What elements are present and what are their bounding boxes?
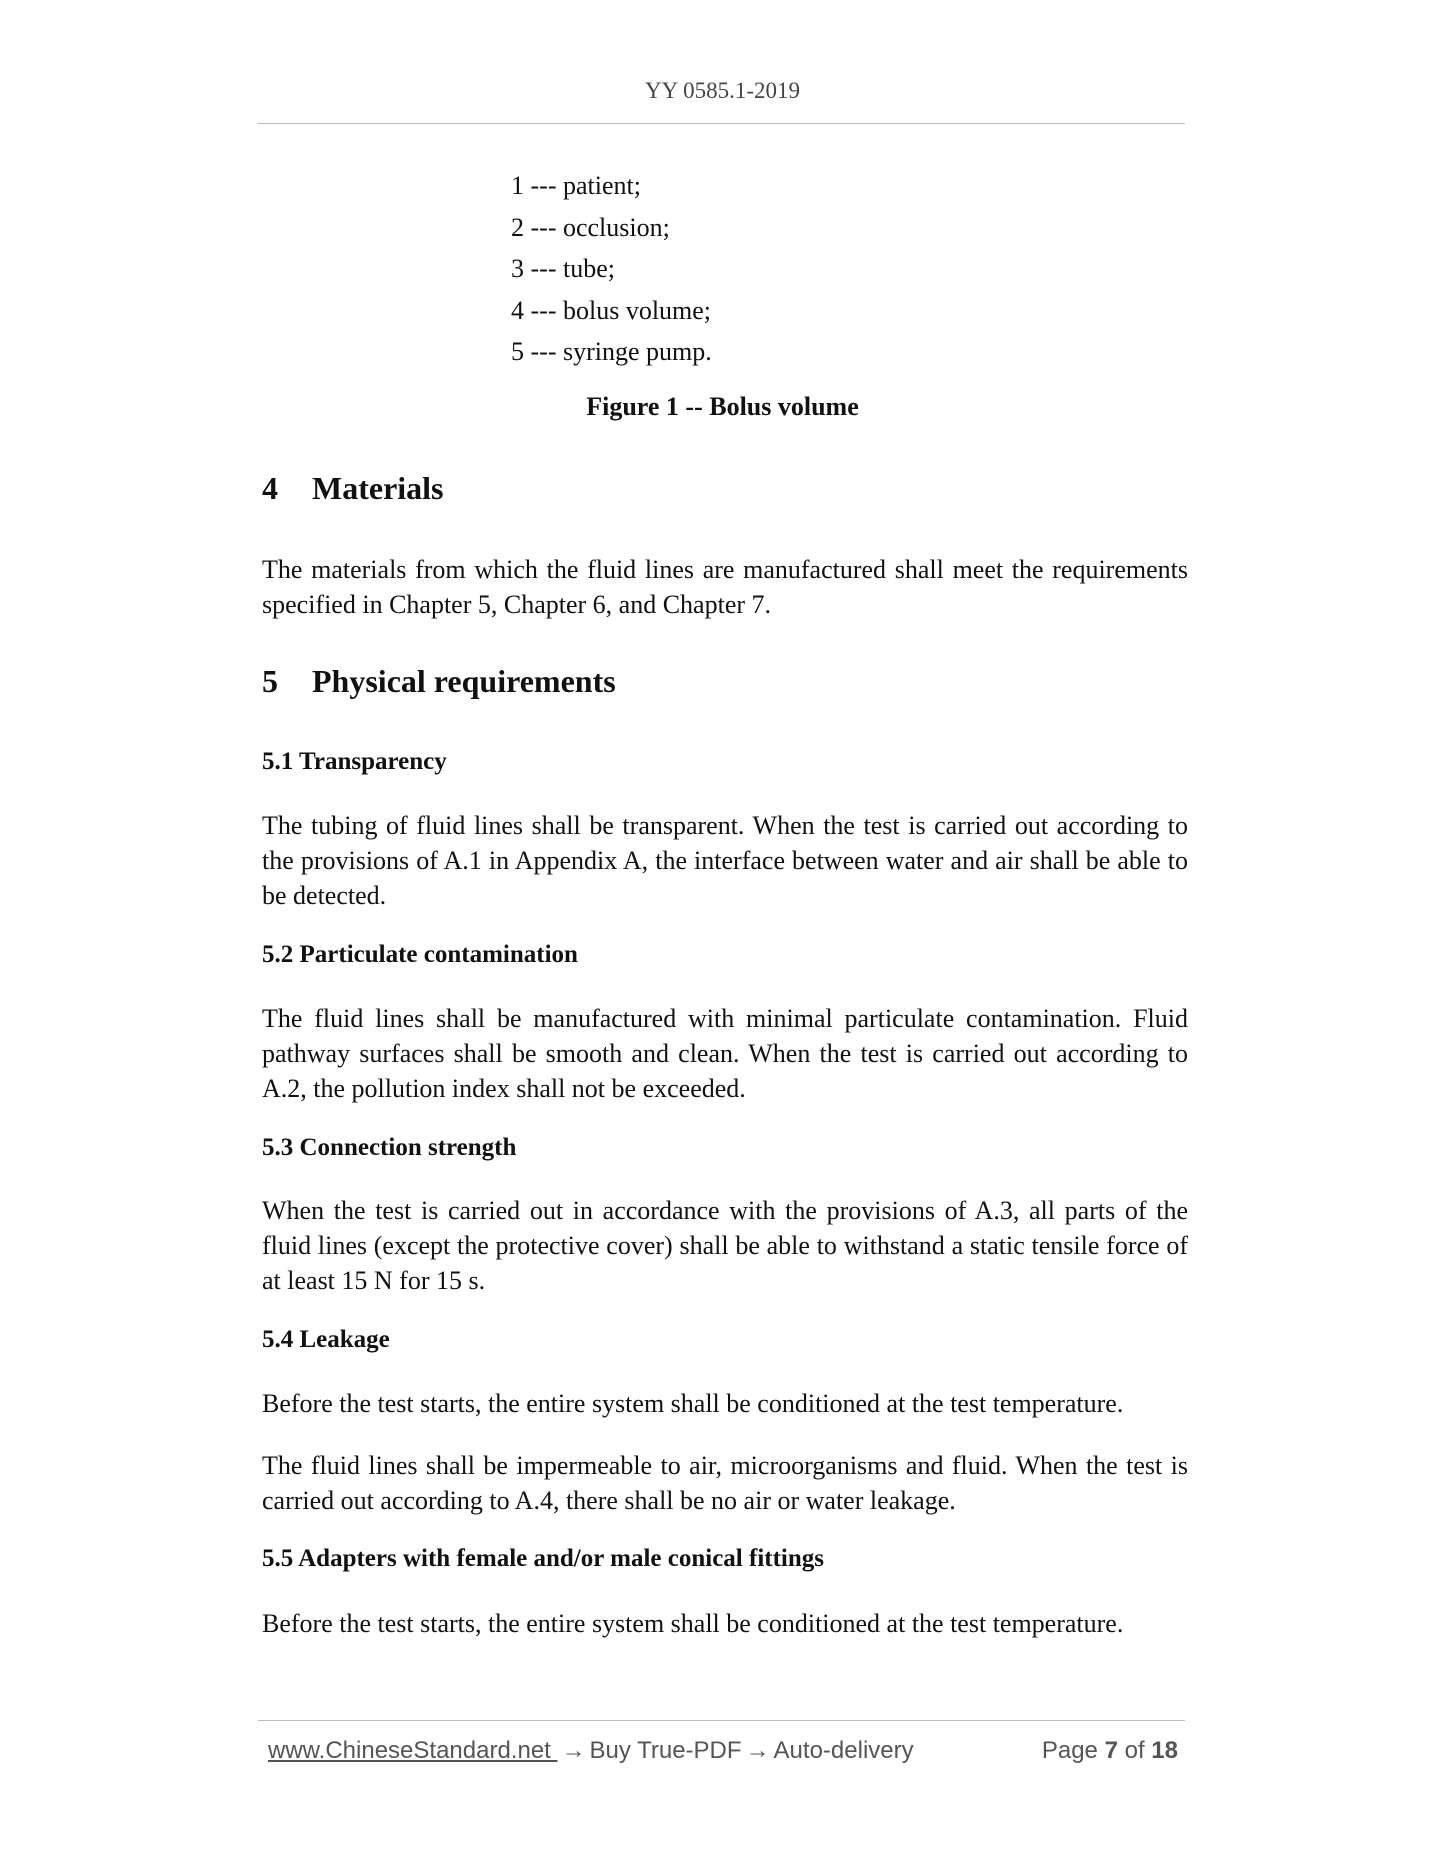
section-heading-materials: [262, 470, 444, 507]
leakage-paragraph-1: Before the test starts, the entire system shall be conditioned at the test temperature.: [262, 1389, 1124, 1418]
section-title: Physical requirements: [312, 663, 616, 699]
subsection-heading-leakage: 5.4 Leakage: [262, 1326, 390, 1353]
particulate-paragraph: The fluid lines shall be manufactured with minimal particulate contamination. Fluid pathway surfaces shall be smooth and clean. When the test is carried out according to A.2, the pollution index shall not be exceeded.: [262, 1004, 1188, 1103]
legend-item: 4 --- bolus volume;: [511, 295, 712, 325]
section-title: Materials: [312, 470, 444, 506]
page-label: Page: [1041, 1737, 1098, 1764]
legend-item: 3 --- tube;: [511, 254, 615, 283]
arrow-right-icon: →: [561, 1737, 586, 1764]
page-footer: [268, 1737, 1178, 1769]
total-page-count: 18: [1151, 1737, 1178, 1764]
buy-true-pdf-text: Buy True-PDF: [589, 1737, 742, 1764]
subsection-heading-connection: 5.3 Connection strength: [262, 1134, 517, 1161]
arrow-right-icon: →: [745, 1737, 770, 1764]
page-indicator: [1042, 1737, 1178, 1765]
figure-caption: Figure 1 -- Bolus volume: [586, 392, 859, 421]
footer-links: [268, 1737, 914, 1765]
document-code-header: YY 0585.1-2019: [644, 78, 801, 103]
chinesestandard-link[interactable]: www.ChineseStandard.net: [268, 1737, 558, 1764]
current-page-number: 7: [1104, 1737, 1118, 1764]
auto-delivery-text: Auto-delivery: [773, 1737, 914, 1764]
section-number: 5: [262, 663, 278, 699]
legend-item: 1 --- patient;: [511, 171, 641, 200]
leakage-paragraph-2: The fluid lines shall be impermeable to air, microorganisms and fluid. When the test is carried out according to A.4, there shall be no air or water leakage.: [262, 1451, 1188, 1515]
connection-paragraph: When the test is carried out in accordance with the provisions of A.3, all parts of the fluid lines (except the protective cover) shall be able to withstand a static tensile force of at least 15 N for 15 s.: [262, 1196, 1188, 1295]
subsection-heading-adapters: 5.5 Adapters with female and/or male conical fittings: [262, 1545, 824, 1572]
legend-item: 2 --- occlusion;: [511, 212, 670, 242]
header-divider: [258, 123, 1185, 124]
subsection-heading-transparency: 5.1 Transparency: [262, 748, 447, 775]
materials-paragraph: The materials from which the fluid lines are manufactured shall meet the requirements specified in Chapter 5, Chapter 6, and Chapter 7.: [262, 555, 1188, 619]
adapters-paragraph: Before the test starts, the entire system shall be conditioned at the test temperature.: [262, 1609, 1124, 1638]
footer-divider: [258, 1720, 1185, 1721]
section-number: 4: [262, 470, 278, 506]
figure-legend: [511, 165, 712, 373]
legend-item: 5 --- syringe pump.: [511, 337, 712, 366]
subsection-heading-particulate: 5.2 Particulate contamination: [262, 941, 578, 968]
transparency-paragraph: The tubing of fluid lines shall be transparent. When the test is carried out according to the provisions of A.1 in Appendix A, the interface between water and air shall be able to be detected.: [262, 811, 1188, 910]
section-heading-physical: [262, 663, 616, 700]
of-label: of: [1124, 1737, 1145, 1764]
